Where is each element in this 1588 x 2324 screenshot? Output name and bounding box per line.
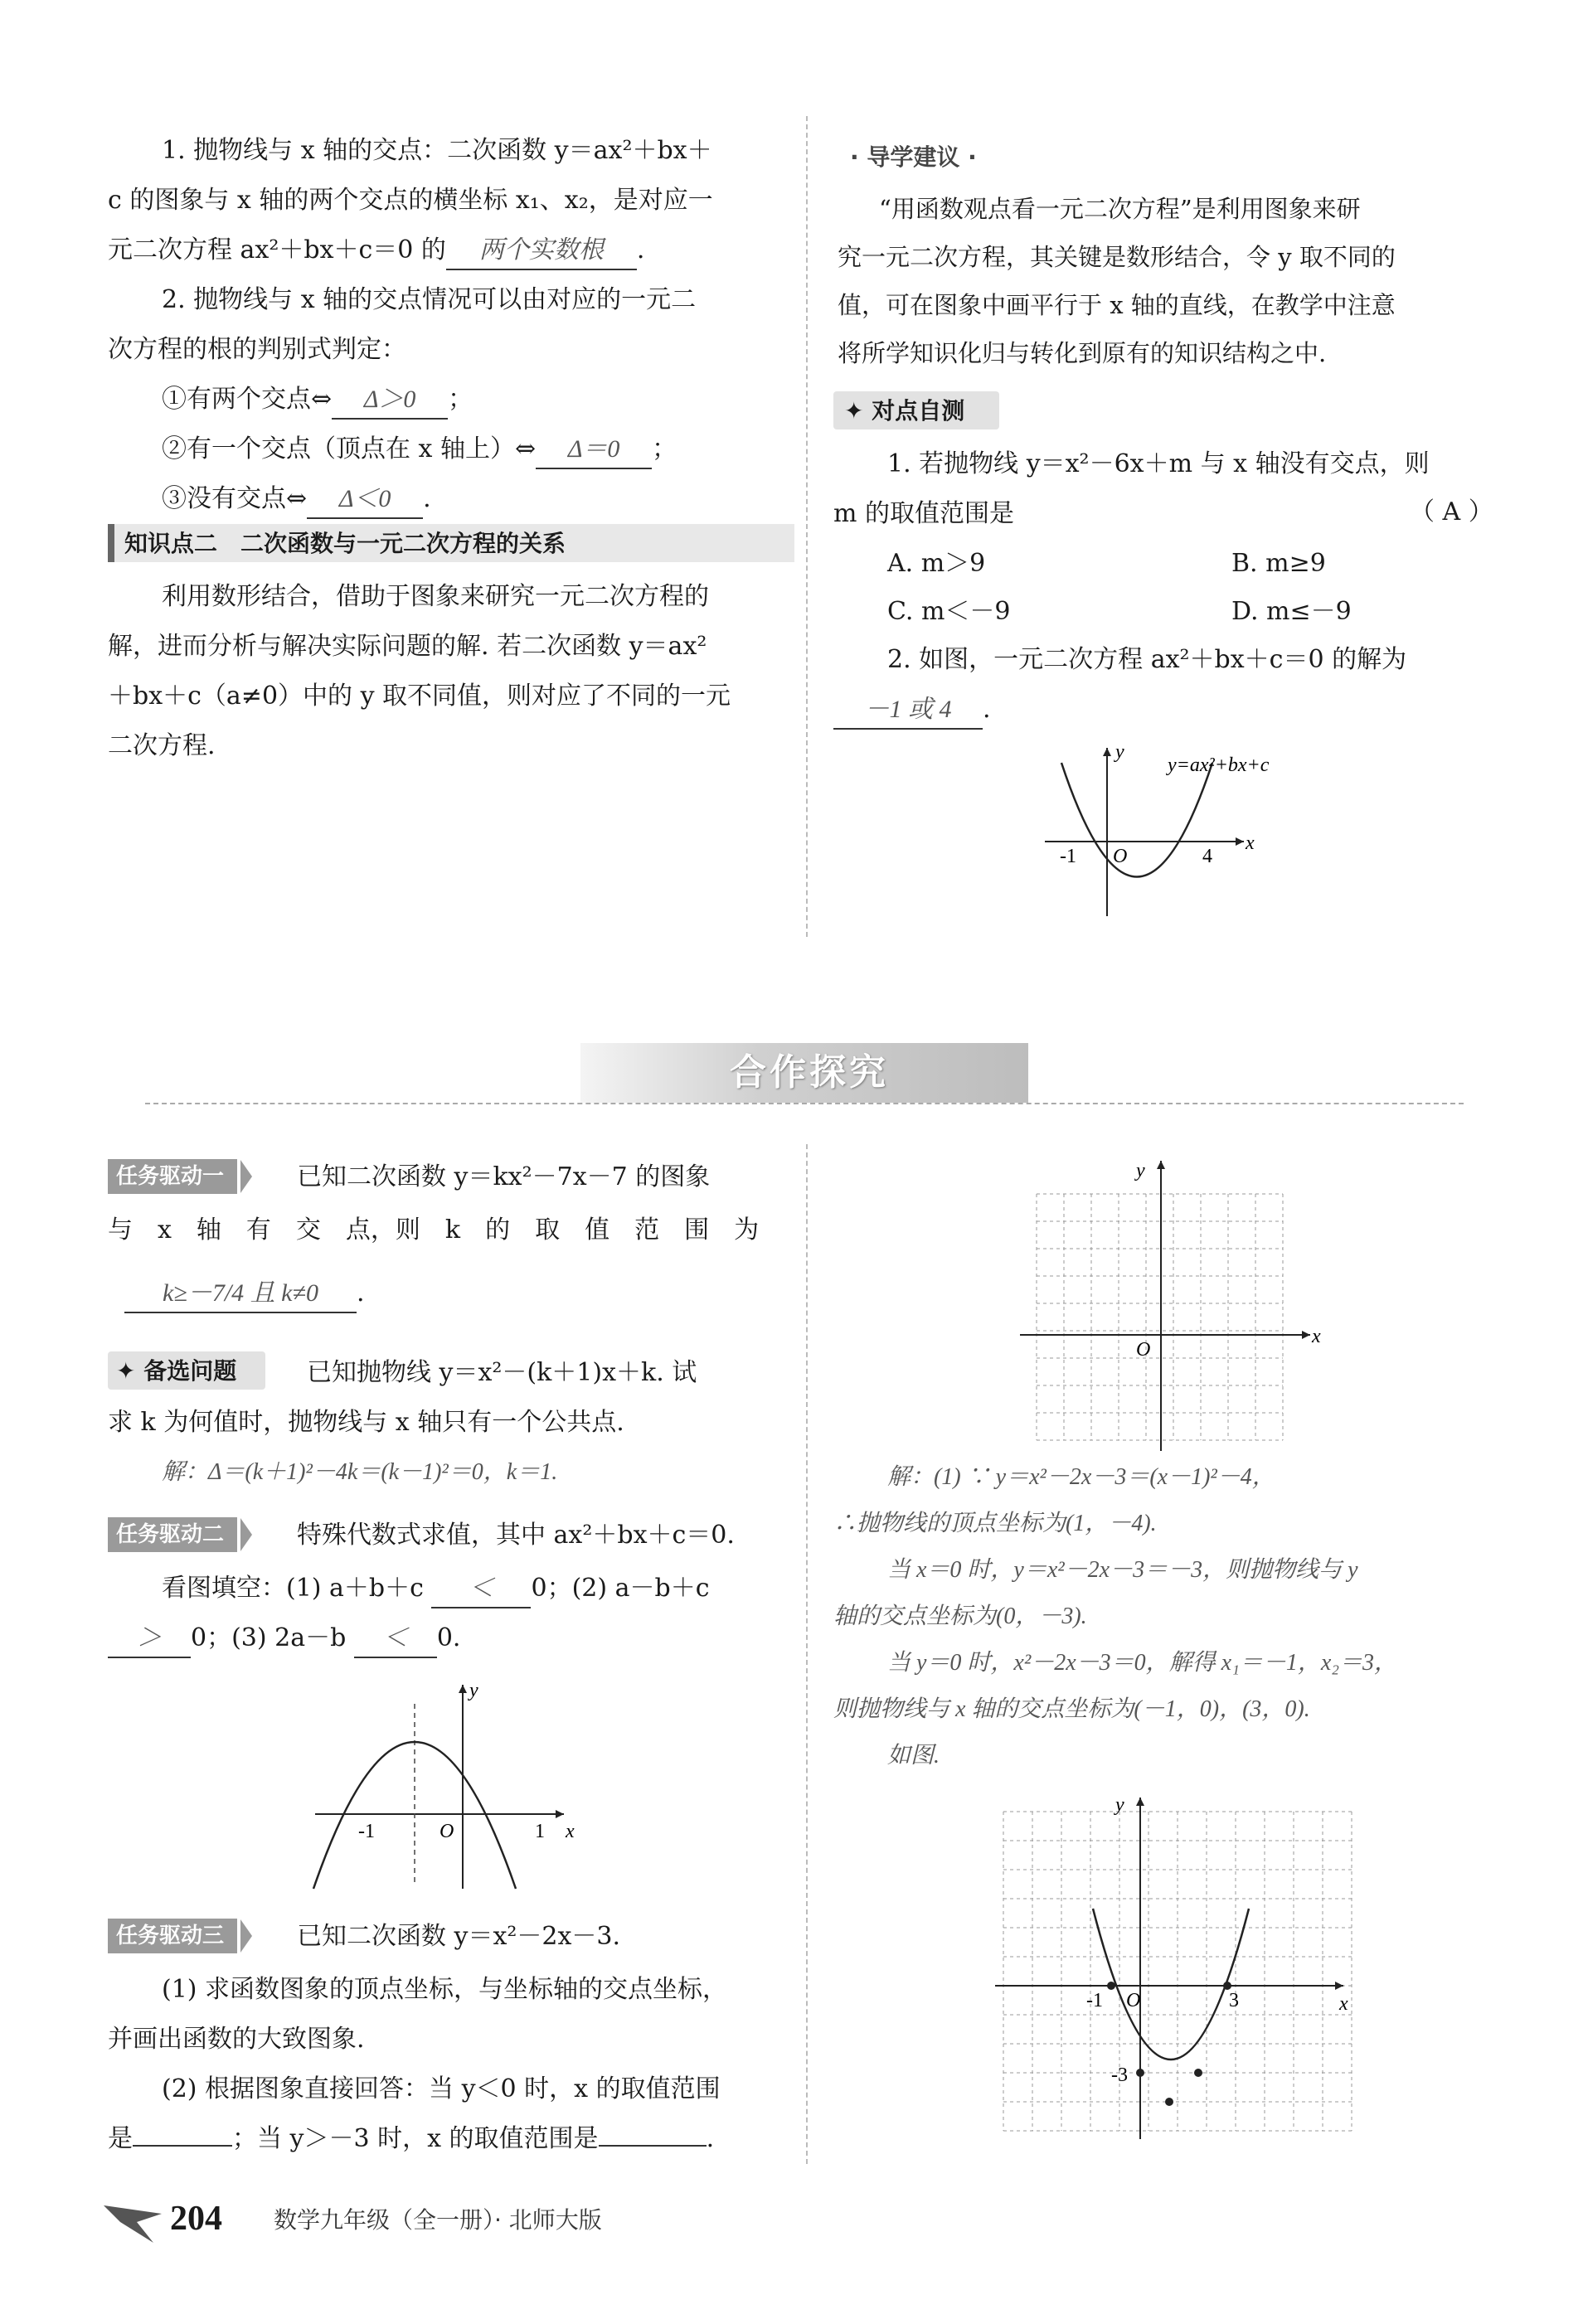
k2-line4: 二次方程. (108, 731, 216, 760)
axis-label-x: x (1312, 1326, 1321, 1347)
origin-label: O (1126, 1990, 1141, 2011)
y-intercept-point (1136, 2069, 1144, 2077)
tick-label-3: 3 (1229, 1990, 1239, 2011)
footer-logo-icon (104, 2197, 170, 2247)
q1-line2: m 的取值范围是 (833, 499, 1014, 528)
kp2-line1: 2. 抛物线与 x 轴的交点情况可以由对应的一元二 (162, 285, 697, 314)
solution-line2: ∴抛物线的顶点坐标为(1，－4). (833, 1511, 1157, 1536)
answer-blank (133, 2145, 232, 2147)
alt-solution: 解：Δ＝(k＋1)²－4k＝(k－1)²＝0，k＝1. (162, 1459, 558, 1485)
q2-line2: －1 或 4 . (833, 685, 991, 735)
alt-line1: 已知抛物线 y＝x²－(k＋1)x＋k. 试 (307, 1358, 697, 1387)
option-d: D. m≤－9 (1231, 597, 1352, 626)
task3-line4: (2) 根据图象直接回答：当 y＜0 时，x 的取值范围 (162, 2074, 721, 2103)
q2-line1: 2. 如图，一元二次方程 ax²＋bx＋c＝0 的解为 (887, 645, 1407, 674)
solution-line6: 则抛物线与 x 轴的交点坐标为(－1，0)，(3，0). (833, 1696, 1310, 1722)
guide-line1: “用函数观点看一元二次方程”是利用图象来研 (879, 195, 1361, 223)
guide-line3: 值，可在图象中画平行于 x 轴的直线，在教学中注意 (838, 291, 1396, 319)
tick-label-minus1: -1 (1086, 1990, 1103, 2011)
axis-label-y: y (1115, 741, 1124, 763)
kp1-line3: 元二次方程 ax²＋bx＋c＝0 的 两个实数根 . (108, 226, 644, 275)
task2-line2: 看图填空：(1) a＋b＋c ＜ 0；(2) a－b＋c (162, 1564, 710, 1613)
guide-line2: 究一元二次方程，其关键是数形结合，令 y 取不同的 (838, 243, 1396, 271)
axis-label-y: y (1136, 1160, 1145, 1181)
case-no-point: ③没有交点⇔ Δ＜0 . (162, 474, 431, 524)
page-number: 204 (170, 2200, 222, 2238)
origin-label: O (439, 1821, 454, 1842)
kp1-line2: c 的图象与 x 轴的两个交点的横坐标 x₁、x₂，是对应一 (108, 186, 713, 215)
origin-label: O (1113, 846, 1128, 867)
kp2-line2: 次方程的根的判别式判定： (108, 335, 406, 364)
k2-line2: 解，进而分析与解决实际问题的解. 若二次函数 y＝ax² (108, 632, 707, 661)
solution-line3: 当 x＝0 时，y＝x²－2x－3＝－3，则抛物线与 y (887, 1557, 1358, 1583)
answer-blank (599, 2145, 707, 2147)
task3-line2: (1) 求函数图象的顶点坐标，与坐标轴的交点坐标， (162, 1975, 728, 2004)
curve-label: y=ax²+bx+c (1168, 754, 1270, 776)
axis-label-x: x (566, 1821, 575, 1842)
column-divider (806, 116, 808, 937)
parabola-graph-2 (307, 1675, 589, 1890)
empty-grid-graph (1012, 1157, 1343, 1455)
task3-line1: 已知二次函数 y＝x²－2x－3. (297, 1922, 621, 1951)
case-one-point: ②有一个交点（顶点在 x 轴上）⇔ Δ＝0 ； (162, 425, 677, 474)
option-a: A. m＞9 (887, 549, 986, 578)
book-title: 数学九年级（全一册）· 北师大版 (274, 2206, 602, 2234)
task1-tag: 任务驱动一 (108, 1159, 252, 1194)
origin-label: O (1136, 1339, 1151, 1361)
task2-line1: 特殊代数式求值，其中 ax²＋bx＋c＝0. (297, 1521, 735, 1550)
case-two-points: ①有两个交点⇔ Δ＞0 ； (162, 375, 473, 425)
solution-line7: 如图. (887, 1743, 940, 1768)
answer-blank: ＜ (431, 1570, 531, 1608)
answer-blank: k≥－7/4 且 k≠0 (124, 1275, 357, 1313)
answer-blank: Δ＝0 (536, 431, 652, 469)
guide-title: · 导学建议 · (850, 143, 977, 171)
vertex-point (1165, 2098, 1173, 2106)
section-title-k2: 知识点二 二次函数与一元二次方程的关系 (124, 530, 566, 557)
solution-line1: 解：(1) ∵ y＝x²－2x－3＝(x－1)²－4， (887, 1464, 1275, 1490)
tick-label-minus3: -3 (1111, 2064, 1128, 2086)
solution-line5: 当 y＝0 时，x²－2x－3＝0，解得 x₁＝－1，x₂＝3， (887, 1650, 1398, 1676)
tick-label-minus1: -1 (1060, 846, 1076, 867)
answer-blank: 两个实数根 (446, 232, 637, 270)
axis-label-y: y (469, 1680, 478, 1701)
task1-line1: 已知二次函数 y＝kx²－7x－7 的图象 (297, 1162, 711, 1191)
banner-line (145, 1103, 1464, 1104)
answer-blank: Δ＞0 (332, 381, 448, 420)
alt-line2: 求 k 为何值时，抛物线与 x 轴只有一个公共点. (108, 1408, 624, 1437)
task2-tag: 任务驱动二 (108, 1517, 252, 1552)
banner-title: 合作探究 (730, 1051, 889, 1094)
answer-blank: Δ＜0 (307, 481, 423, 519)
guide-line4: 将所学知识化归与转化到原有的知识结构之中. (838, 339, 1327, 367)
x-intercept-left-point (1107, 1982, 1115, 1990)
symmetric-point (1194, 2069, 1202, 2077)
q1-answer: （ A ） (1410, 497, 1493, 526)
task3-tag: 任务驱动三 (108, 1919, 252, 1953)
x-intercept-right-point (1223, 1982, 1231, 1990)
task2-line3: ＞ 0；(3) 2a－b ＜ 0. (108, 1613, 460, 1663)
answer-blank: －1 或 4 (833, 691, 983, 730)
self-test-title: ✦ 对点自测 (844, 397, 965, 425)
answer-blank: ＞ (108, 1620, 191, 1658)
tick-label-4: 4 (1202, 846, 1212, 867)
task1-line3: k≥－7/4 且 k≠0 . (124, 1269, 365, 1318)
kp1-line1: 1. 抛物线与 x 轴的交点：二次函数 y＝ax²＋bx＋ (162, 136, 712, 165)
k2-line3: ＋bx＋c（a≠0）中的 y 取不同值，则对应了不同的一元 (108, 682, 731, 711)
axis-label-x: x (1246, 832, 1255, 854)
q1-line1: 1. 若抛物线 y＝x²－6x＋m 与 x 轴没有交点，则 (887, 449, 1430, 478)
axis-label-x: x (1339, 1993, 1348, 2015)
option-b: B. m≥9 (1231, 549, 1326, 578)
tick-label-1: 1 (535, 1821, 545, 1842)
answer-blank: ＜ (354, 1620, 437, 1658)
task3-line3: 并画出函数的大致图象. (108, 2025, 365, 2054)
tick-label-minus1: -1 (358, 1821, 375, 1842)
task1-line2: 与 x 轴 有 交 点，则 k 的 取 值 范 围 为 (108, 1215, 760, 1244)
parabola-graph-1 (1037, 738, 1352, 920)
solution-line4: 轴的交点坐标为(0，－3). (833, 1604, 1087, 1629)
alt-tag: ✦ 备选问题 (116, 1357, 237, 1385)
axis-label-y: y (1115, 1794, 1124, 1816)
column-divider (806, 1144, 808, 2164)
option-c: C. m＜－9 (887, 597, 1011, 626)
k2-line1: 利用数形结合，借助于图象来研究一元二次方程的 (162, 582, 709, 611)
task3-line5: 是 ；当 y＞－3 时，x 的取值范围是 . (108, 2124, 715, 2153)
solution-grid-graph (987, 1791, 1360, 2147)
